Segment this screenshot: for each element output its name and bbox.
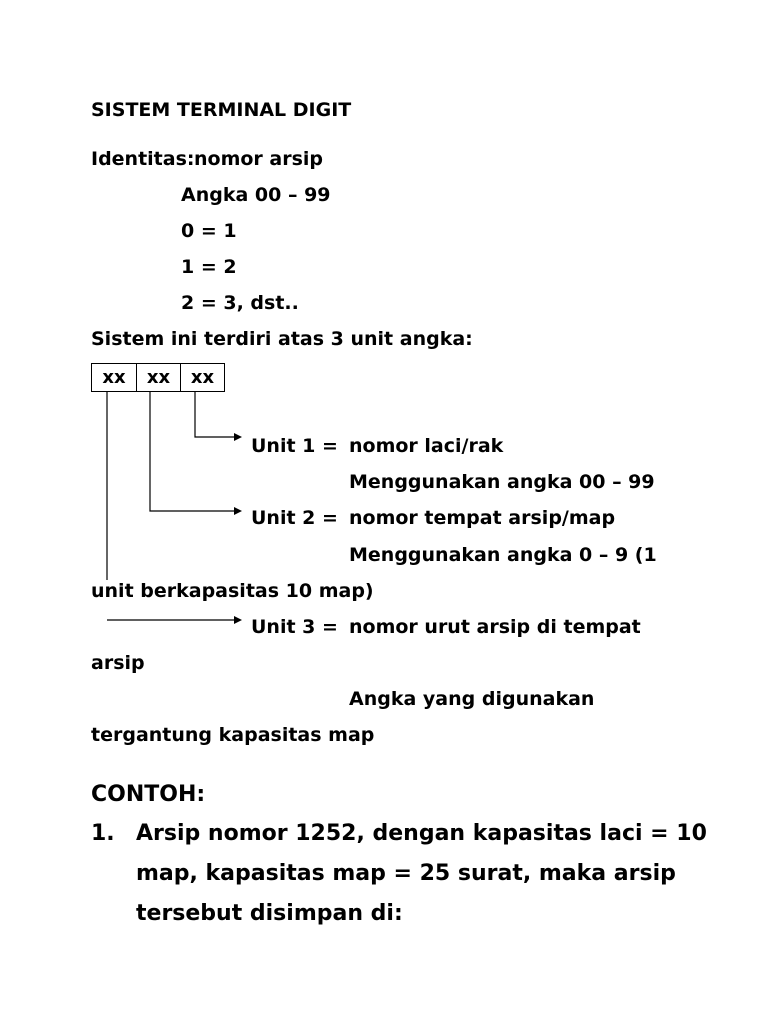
arrow-unit-2 <box>150 392 234 511</box>
identity-line: 0 = 1 <box>181 220 237 242</box>
unit-2-note: Menggunakan angka 0 – 9 (1 <box>349 544 657 566</box>
unit-2-desc: nomor tempat arsip/map <box>349 507 616 529</box>
document-title: SISTEM TERMINAL DIGIT <box>91 99 352 121</box>
digit-box-unit-3: xx <box>91 363 137 392</box>
unit-3-note-cont: tergantung kapasitas map <box>91 724 375 746</box>
example-line: tersebut disimpan di: <box>136 901 403 926</box>
identity-line: 1 = 2 <box>181 256 237 278</box>
unit-1-label: Unit 1 = <box>251 435 338 457</box>
arrowhead-icon <box>234 507 242 515</box>
identity-line: 2 = 3, dst.. <box>181 292 299 314</box>
unit-3-note: Angka yang digunakan <box>349 688 595 710</box>
unit-1-desc: nomor laci/rak <box>349 435 504 457</box>
identity-value: nomor arsip <box>194 148 324 170</box>
arrowhead-icon <box>234 433 242 441</box>
unit-2-note-cont: unit berkapasitas 10 map) <box>91 580 374 602</box>
unit-3-desc-cont: arsip <box>91 652 145 674</box>
unit-3-desc: nomor urut arsip di tempat <box>349 616 641 638</box>
digit-box-unit-2: xx <box>136 363 181 392</box>
arrowhead-icon <box>234 616 242 624</box>
example-heading: CONTOH: <box>91 782 206 807</box>
identity-label: Identitas: <box>91 148 195 170</box>
system-intro: Sistem ini terdiri atas 3 unit angka: <box>91 328 473 350</box>
digit-box-unit-1: xx <box>180 363 225 392</box>
arrow-unit-1 <box>195 392 234 437</box>
unit-2-label: Unit 2 = <box>251 507 338 529</box>
example-line: map, kapasitas map = 25 surat, maka arsip <box>136 861 676 886</box>
example-number: 1. <box>91 821 115 846</box>
unit-1-note: Menggunakan angka 00 – 99 <box>349 471 655 493</box>
identity-line: Angka 00 – 99 <box>181 184 331 206</box>
unit-3-label: Unit 3 = <box>251 616 338 638</box>
example-line: Arsip nomor 1252, dengan kapasitas laci = 10 <box>136 821 707 846</box>
